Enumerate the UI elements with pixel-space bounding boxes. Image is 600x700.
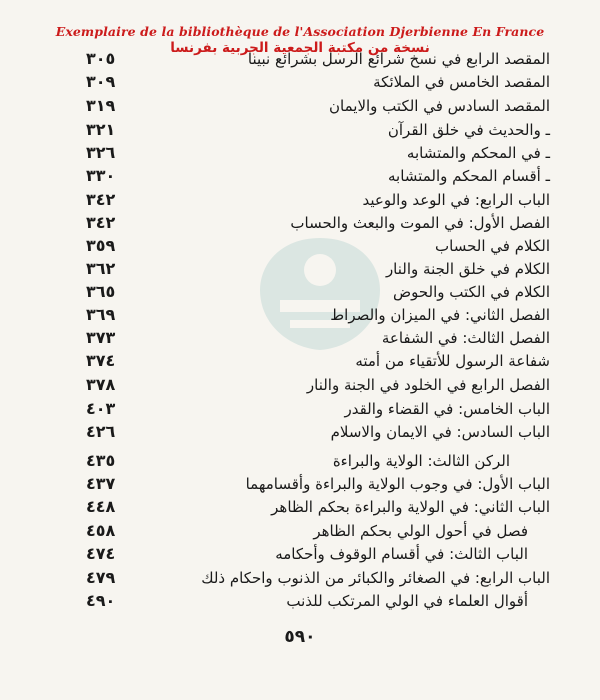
toc-entry [86, 421, 550, 443]
toc-title: الباب السادس: في الايمان والاسلام [330, 423, 550, 441]
toc-entry [86, 119, 550, 141]
toc-title: الباب الأول: في وجوب الولاية والبراءة وأقسامهما [245, 475, 550, 493]
toc-page-number: ٣٣٠ [86, 166, 116, 185]
toc-page-number: ٣٧٨ [86, 375, 116, 394]
toc-entry [86, 142, 550, 164]
toc-entry [86, 212, 550, 234]
library-stamp-arabic: نسخة من مكتبة الجمعية الجربية بفرنسا [170, 40, 430, 56]
toc-page-number: ٣٢١ [86, 120, 116, 139]
toc-page-number: ٤٧٩ [86, 568, 116, 587]
toc-page-number: ٤٧٤ [86, 544, 116, 563]
toc-title: ـ والحديث في خلق القرآن [387, 121, 550, 139]
toc-page-number: ٤٥٨ [86, 521, 116, 540]
toc-entry [86, 350, 550, 372]
toc-entry [86, 189, 550, 211]
toc-title: الكلام في الكتب والحوض [392, 283, 550, 301]
toc-title: الباب الرابع: في الصغائر والكبائر من الذنوب واحكام ذلك [201, 569, 550, 587]
toc-entry [86, 95, 550, 117]
page-number: ٥٩٠ [284, 627, 316, 647]
toc-title: المقصد الرابع في نسخ شرائع الرسل بشرائع نبينا [247, 50, 550, 68]
toc-title: المقصد السادس في الكتب والايمان [329, 97, 550, 115]
toc-page-number: ٣٤٢ [86, 213, 116, 232]
toc-entry [86, 281, 550, 303]
toc-title: فصل في أحول الولي بحكم الظاهر [313, 522, 528, 540]
toc-entry [86, 473, 550, 495]
toc-entry [86, 165, 550, 187]
toc-page-number: ٤٣٧ [86, 474, 116, 493]
toc-entry [86, 48, 550, 70]
toc-entry [86, 398, 550, 420]
toc-entry [86, 567, 550, 589]
toc-title: أقوال العلماء في الولي المرتكب للذنب [286, 592, 528, 610]
toc-entry [86, 543, 550, 565]
toc-title: الفصل الأول: في الموت والبعث والحساب [290, 214, 550, 232]
toc-title: الفصل الرابع في الخلود في الجنة والنار [306, 376, 550, 394]
toc-title: الباب الثالث: في أقسام الوقوف وأحكامه [275, 545, 528, 563]
toc-title: الباب الخامس: في القضاء والقدر [344, 400, 550, 418]
toc-title: ـ أقسام المحكم والمتشابه [388, 167, 550, 185]
toc-title: شفاعة الرسول للأتقياء من أمته [355, 352, 550, 370]
toc-page-number: ٣٥٩ [86, 236, 116, 255]
toc-title: المقصد الخامس في الملائكة [373, 73, 550, 91]
toc-title: الباب الثاني: في الولاية والبراءة بحكم الظاهر [271, 498, 550, 516]
toc-entry [86, 258, 550, 280]
toc-page-number: ٣١٩ [86, 96, 116, 115]
toc-entry [86, 235, 550, 257]
toc-entry [86, 520, 550, 542]
toc-page-number: ٣٤٢ [86, 190, 116, 209]
toc-title: الفصل الثاني: في الميزان والصراط [330, 306, 550, 324]
toc-page-number: ٣٦٩ [86, 305, 116, 324]
toc-page-number: ٣٠٥ [86, 49, 116, 68]
toc-page-number: ٤٢٦ [86, 422, 116, 441]
toc-entry [86, 71, 550, 93]
toc-page-number: ٣٧٣ [86, 328, 116, 347]
toc-page-number: ٤٤٨ [86, 497, 116, 516]
toc-page-number: ٣٧٤ [86, 351, 116, 370]
toc-page-number: ٣٦٢ [86, 259, 116, 278]
toc-page-number: ٣٠٩ [86, 72, 116, 91]
toc-title: الفصل الثالث: في الشفاعة [381, 329, 550, 347]
toc-page-number: ٣٢٦ [86, 143, 116, 162]
toc-entry [86, 450, 550, 472]
toc-title: الركن الثالث: الولاية والبراءة [332, 452, 510, 470]
toc-page-number: ٤٣٥ [86, 451, 116, 470]
toc-entry [86, 304, 550, 326]
toc-entry [86, 590, 550, 612]
toc-title: الكلام في خلق الجنة والنار [385, 260, 550, 278]
toc-title: ـ في المحكم والمتشابه [406, 144, 550, 162]
toc-title: الكلام في الحساب [435, 237, 550, 255]
toc-page-number: ٤٩٠ [86, 591, 116, 610]
toc-page-number: ٤٠٣ [86, 399, 116, 418]
toc-title: الباب الرابع: في الوعد والوعيد [362, 191, 550, 209]
toc-page-number: ٣٦٥ [86, 282, 116, 301]
toc-entry [86, 496, 550, 518]
toc-entry [86, 374, 550, 396]
library-stamp-french: Exemplaire de la bibliothèque de l'Association Djerbienne En France [55, 24, 545, 39]
toc-entry [86, 327, 550, 349]
